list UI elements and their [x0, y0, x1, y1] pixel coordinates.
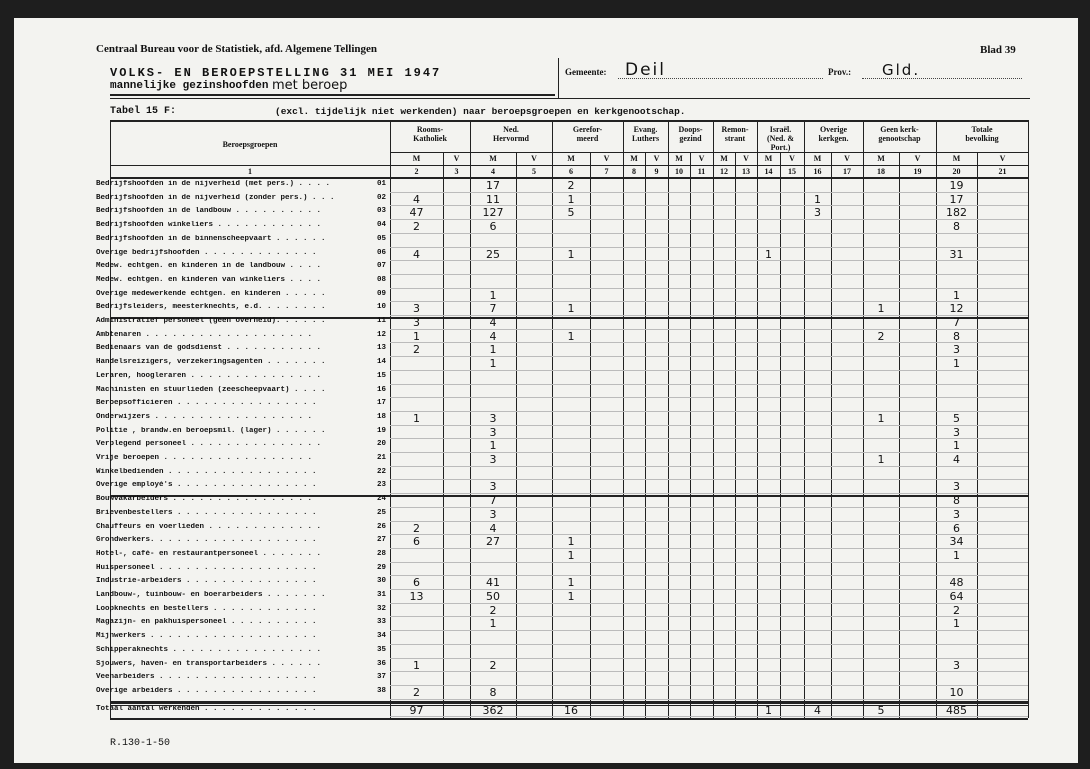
data-cell: 1 [567, 192, 575, 206]
row-number: 19 [376, 426, 386, 435]
row-label: Schipperaknechts . . . . . . . . . . . . . . . . . [96, 645, 322, 654]
sex-label: V [531, 154, 537, 163]
data-cell: 1 [567, 548, 575, 562]
row-number: 09 [376, 289, 386, 298]
row-label: Onderwijzers . . . . . . . . . . . . . . . . . . [96, 412, 313, 421]
row-label: Bedrijfshoofden in de landbouw . . . . . . . . . . [96, 207, 322, 216]
data-cell: 127 [482, 206, 504, 220]
row-label: Veenarbeiders . . . . . . . . . . . . . . . . . . [96, 673, 317, 682]
data-cell: 34 [949, 535, 964, 549]
row-number: 14 [376, 358, 386, 367]
row-number: 31 [376, 591, 386, 599]
column-number: 21 [998, 167, 1007, 176]
sex-label: V [743, 154, 749, 163]
row-label: Medew. echtgen. en kinderen van winkeliers . . . . [96, 275, 322, 284]
data-cell: 1 [567, 329, 575, 343]
column-group-header: Remon- strant [721, 125, 749, 143]
data-cell: 50 [486, 590, 500, 603]
data-cell: 1 [413, 658, 420, 672]
data-cell: 6 [413, 576, 420, 590]
row-rule [390, 397, 1028, 398]
row-label: Ambtenaren . . . . . . . . . . . . . . . . . . . [96, 330, 313, 339]
row-number: 32 [376, 604, 386, 613]
column-group-header: Geen kerk- genootschap [878, 125, 921, 143]
row-label: Brievenbestellers . . . . . . . . . . . . . . . . [96, 508, 317, 517]
handwritten-title: met beroep [272, 78, 348, 93]
data-cell: 48 [949, 576, 964, 590]
data-cell: 1 [413, 411, 420, 425]
data-cell: 3 [953, 480, 960, 494]
header-divider [558, 58, 559, 98]
data-cell: 3 [489, 453, 497, 466]
row-number: 18 [376, 412, 386, 421]
row-label: Bouwvakarbeiders . . . . . . . . . . . . . . . . [96, 495, 313, 504]
row-label: Mijnwerkers . . . . . . . . . . . . . . . . . . . [96, 632, 317, 641]
row-number: 30 [376, 577, 386, 586]
data-cell: 4 [814, 703, 821, 717]
column-group-header: Rooms- Katholiek [413, 125, 447, 143]
column-rule [645, 152, 646, 718]
data-cell: 3 [814, 206, 821, 220]
data-cell: 4 [413, 192, 420, 206]
row-label: Loopknechts en bestellers . . . . . . . . . . . . [96, 604, 317, 613]
row-label: Bedrijfshoofden in de nijverheid (zonder pers.) . . . [96, 193, 335, 202]
data-cell: 1 [953, 548, 960, 562]
row-number: 04 [376, 221, 386, 230]
data-cell: 97 [409, 703, 424, 717]
row-label: Magazijn- en pakhuispersoneel . . . . . . . . . . [96, 618, 317, 627]
data-cell: 6 [953, 521, 960, 535]
column-number: 20 [952, 167, 961, 176]
header-bottom-rule [110, 98, 1030, 99]
data-cell: 2 [413, 220, 420, 234]
column-rule [899, 152, 900, 718]
column-rule [590, 152, 591, 718]
row-label: Overige medewerkende echtgen. en kinderen . . . . . [96, 289, 326, 298]
data-cell: 182 [946, 206, 967, 220]
data-cell: 5 [877, 703, 885, 717]
data-cell: 8 [953, 494, 960, 508]
gemeente-label: Gemeente: [565, 67, 607, 77]
row-label: Beroepsofficieren . . . . . . . . . . . . . . . . [96, 399, 317, 408]
census-subtitle: mannelijke gezinshoofden [110, 80, 269, 92]
data-cell: 3 [413, 316, 420, 329]
data-cell: 4 [489, 329, 497, 343]
data-cell: 485 [946, 703, 967, 717]
sex-label: V [999, 154, 1006, 163]
column-group-header: Ned. Hervormd [493, 125, 529, 143]
data-cell: 11 [486, 192, 500, 206]
row-label: Bedrijfshoofden in de binnenscheepvaart . . . . . . [96, 234, 326, 243]
row-number: 25 [376, 508, 386, 517]
data-cell: 8 [489, 685, 497, 699]
bureau-title: Centraal Bureau voor de Statistiek, afd. Algemene Tellingen [96, 43, 378, 55]
column-number: 5 [532, 167, 536, 176]
column-rule [623, 120, 624, 718]
row-label: Bedienaars van de godsdienst . . . . . . . . . . . [96, 344, 322, 353]
data-cell: 19 [949, 179, 964, 192]
column-group-header: Overige kerkgen. [818, 125, 849, 143]
row-number: 23 [376, 481, 386, 490]
row-label: Overige arbeiders . . . . . . . . . . . . . . . . [96, 686, 317, 695]
data-cell: 3 [413, 302, 420, 316]
data-cell: 3 [489, 480, 497, 494]
column-rule [713, 120, 714, 718]
sex-label: M [952, 154, 961, 163]
row-number: 36 [376, 659, 386, 668]
row-rule [390, 562, 1028, 563]
column-number: 3 [454, 167, 459, 176]
row-label: Machinisten en stuurlieden (zeescheepvaart) . . . . [96, 385, 326, 394]
column-rule [516, 152, 517, 718]
data-cell: 1 [567, 576, 575, 590]
data-cell: 1 [953, 439, 960, 453]
data-cell: 1 [953, 617, 960, 631]
row-number: 01 [376, 180, 386, 188]
row-number: 38 [376, 686, 386, 695]
sex-label: M [720, 154, 728, 163]
column-number: 2 [414, 167, 419, 176]
data-cell: 6 [489, 220, 497, 234]
data-cell: 1 [765, 703, 772, 717]
data-cell: 3 [953, 507, 960, 521]
row-number: 28 [376, 549, 386, 558]
row-label: Industrie-arbeiders . . . . . . . . . . . . . . . [96, 577, 317, 586]
row-number: 03 [376, 207, 386, 216]
census-title: VOLKS- EN BEROEPSTELLING 31 MEI 1947 [110, 66, 442, 80]
row-number: 29 [376, 563, 386, 572]
row-label: Bedrijfshoofden in de nijverheid (met pers.) . . . . [96, 180, 331, 188]
data-cell: 12 [949, 302, 964, 316]
data-cell: 1 [489, 439, 497, 453]
row-number: 05 [376, 234, 386, 243]
data-cell: 7 [489, 494, 497, 508]
column-group-header: Evang. Luthers [631, 125, 660, 143]
column-number: 6 [569, 167, 573, 176]
data-cell: 1 [877, 411, 885, 425]
data-cell: 13 [409, 590, 424, 603]
table-top-rule [110, 120, 1028, 122]
data-cell: 362 [482, 703, 504, 717]
data-cell: 25 [486, 247, 500, 261]
data-cell: 2 [567, 179, 575, 192]
column-group-header: Totale bevolking [965, 125, 999, 143]
row-number: 34 [376, 632, 386, 641]
row-label: Chauffeurs en voerlieden . . . . . . . . . . . . . [96, 522, 322, 531]
table-subtitle: (excl. tijdelijk niet werkenden) naar beroepsgroepen en kerkgenootschap. [275, 106, 686, 117]
row-number: 20 [376, 440, 386, 449]
column-group-header: Israël. (Ned. & Port.) [766, 125, 795, 152]
data-cell: 2 [877, 329, 885, 343]
data-cell: 10 [949, 685, 964, 699]
column-number: 10 [675, 167, 683, 176]
row-label: Bedrijfsleiders, meesterknechts, e.d. . . . . . . . [96, 303, 326, 312]
row-label: Administratief personeel (geen overheid). . . . . . [96, 317, 326, 325]
row-number: 21 [376, 454, 386, 462]
data-cell: 17 [949, 192, 964, 206]
column-number: 7 [604, 167, 609, 176]
row-label: Bedrijfshoofden winkeliers . . . . . . . . . . . . [96, 221, 322, 230]
sex-row-rule [110, 165, 1028, 166]
column-number: 8 [632, 167, 636, 176]
row-label: Overige employé's . . . . . . . . . . . . . . . . [96, 481, 317, 490]
column-number: 9 [654, 167, 659, 176]
column-number: 13 [742, 167, 750, 176]
row-number: 13 [376, 344, 386, 353]
form-code: R.130-1-50 [110, 738, 171, 749]
prov-label: Prov.: [828, 67, 852, 77]
sex-label: M [630, 154, 638, 163]
data-cell: 4 [953, 453, 960, 466]
sex-label: V [603, 154, 610, 163]
row-label: Huispersoneel . . . . . . . . . . . . . . . . . . [96, 563, 317, 572]
column-number: 1 [248, 167, 252, 176]
data-cell: 4 [489, 316, 497, 329]
data-cell: 3 [953, 658, 960, 672]
data-cell: 4 [413, 247, 420, 261]
data-cell: 8 [953, 329, 960, 343]
data-cell: 5 [953, 411, 960, 425]
column-number: 15 [788, 167, 796, 176]
column-group-header: Doops- gezind [678, 125, 703, 143]
data-cell: 27 [486, 535, 500, 549]
row-number: 27 [376, 536, 386, 545]
table-bottom-rule [110, 718, 1028, 720]
data-cell: 3 [489, 507, 497, 521]
row-label: Overige bedrijfshoofden . . . . . . . . . . . . . [96, 248, 317, 257]
data-cell: 1 [413, 329, 420, 343]
row-number: 02 [376, 193, 386, 202]
column-number: 17 [843, 167, 851, 176]
data-cell: 1 [877, 302, 885, 316]
sex-label: V [698, 154, 705, 163]
column-rule [735, 152, 736, 718]
row-label: Winkelbedienden . . . . . . . . . . . . . . . . . [96, 467, 317, 476]
page-number: Blad 39 [980, 44, 1016, 56]
data-cell: 1 [765, 247, 772, 261]
column-number: 14 [764, 167, 773, 176]
data-cell: 7 [953, 316, 960, 329]
sex-label: M [877, 154, 885, 163]
prov-value: Gld. [882, 61, 921, 79]
data-cell: 2 [413, 685, 420, 699]
data-cell: 2 [413, 521, 420, 535]
data-cell: 8 [953, 220, 960, 234]
data-cell: 41 [486, 576, 500, 590]
sex-label: V [653, 154, 660, 163]
row-rule [390, 644, 1028, 645]
column-rule [668, 120, 669, 718]
row-number: 33 [376, 618, 386, 627]
row-label: Landbouw-, tuinbouw- en boerarbeiders . . . . . . . [96, 591, 326, 599]
data-cell: 5 [567, 206, 575, 220]
column-rule [831, 152, 832, 718]
column-number: 19 [913, 167, 922, 176]
column-rule [780, 152, 781, 718]
sex-label: M [567, 154, 575, 163]
row-label: Politie , brandw.en beroepsmil. (lager) . . . . . . [96, 426, 326, 435]
data-cell: 1 [814, 192, 821, 206]
row-number: 17 [376, 399, 386, 408]
row-rule [390, 384, 1028, 385]
data-cell: 4 [489, 521, 497, 535]
row-label: Hotel-, café- en restaurantpersoneel . . . . . . . [96, 549, 322, 558]
column-number: 16 [813, 167, 822, 176]
data-cell: 16 [564, 703, 578, 717]
row-number: 08 [376, 275, 386, 284]
column-number: 18 [877, 167, 885, 176]
data-cell: 3 [489, 425, 497, 439]
sex-label: V [844, 154, 850, 163]
data-cell: 3 [489, 411, 497, 425]
row-number: 26 [376, 522, 386, 531]
row-label: Vrije beroepen . . . . . . . . . . . . . . . . . [96, 454, 313, 462]
row-label: Grondwerkers. . . . . . . . . . . . . . . . . . . [96, 536, 317, 545]
column-rule [977, 152, 978, 718]
total-rule [110, 703, 1028, 706]
data-cell: 1 [953, 288, 960, 302]
row-label: Medew. echtgen. en kinderen in de landbouw . . . . [96, 262, 322, 271]
sex-label: M [764, 154, 773, 163]
row-label: Totaal aantal werkenden . . . . . . . . . . . . . [96, 704, 317, 713]
sex-label: V [453, 154, 460, 163]
column-rule [443, 152, 444, 718]
column-number: 11 [697, 167, 706, 176]
data-cell: 2 [413, 343, 420, 357]
prov-line [862, 78, 1022, 79]
row-number: 35 [376, 645, 386, 654]
row-number: 10 [376, 303, 386, 312]
data-cell: 1 [567, 590, 575, 603]
group-header-rule [390, 152, 1028, 153]
data-cell: 47 [409, 206, 424, 220]
data-cell: 1 [489, 617, 497, 631]
sex-label: M [813, 154, 822, 163]
sex-label: V [789, 154, 795, 163]
sex-label: V [914, 154, 921, 163]
data-cell: 31 [949, 247, 964, 261]
data-cell: 7 [489, 302, 497, 316]
row-number: 07 [376, 262, 386, 271]
data-cell: 2 [489, 658, 497, 672]
data-cell: 1 [953, 357, 960, 371]
sex-label: M [412, 154, 421, 163]
gemeente-line [618, 78, 823, 79]
data-cell: 17 [486, 179, 500, 192]
column-number: 12 [720, 167, 728, 176]
data-cell: 2 [489, 603, 497, 617]
column-number: 4 [491, 167, 495, 176]
data-cell: 64 [949, 590, 964, 603]
row-label: Leraren, hoogleraren . . . . . . . . . . . . . . . [96, 371, 322, 380]
data-cell: 2 [953, 603, 960, 617]
data-cell: 1 [489, 343, 497, 357]
data-cell: 3 [953, 343, 960, 357]
row-number: 24 [376, 495, 386, 504]
row-label: Verplegend personeel . . . . . . . . . . . . . . . [96, 440, 322, 449]
data-cell: 6 [413, 535, 420, 549]
row-number: 12 [376, 330, 386, 339]
row-label: Handelsreizigers, verzekeringsagenten . . . . . . . [96, 358, 326, 367]
row-number: 16 [376, 385, 386, 394]
row-number: 22 [376, 467, 386, 476]
row-number: 06 [376, 248, 386, 257]
beroepsgroepen-header: Beroepsgroepen [222, 140, 278, 149]
row-rule [390, 274, 1028, 275]
data-cell: 1 [489, 288, 497, 302]
data-cell: 1 [567, 302, 575, 316]
sex-label: M [675, 154, 683, 163]
row-number: 37 [376, 673, 386, 682]
data-cell: 3 [953, 425, 960, 439]
data-cell: 1 [489, 357, 497, 371]
row-number: 11 [376, 317, 386, 325]
tabel-label: Tabel 15 F: [110, 106, 177, 117]
gemeente-value: Deil [625, 60, 666, 80]
column-rule [690, 152, 691, 718]
column-rule [1028, 120, 1029, 718]
data-cell: 1 [877, 453, 885, 466]
row-label: Sjouwers, haven- en transportarbeiders . . . . . . [96, 659, 322, 668]
title-rule [110, 94, 555, 96]
column-group-header: Gerefor- meerd [572, 125, 603, 143]
data-cell: 1 [567, 247, 575, 261]
column-rule [757, 120, 758, 718]
row-number: 15 [376, 371, 386, 380]
data-cell: 1 [567, 535, 575, 549]
sex-label: M [489, 154, 497, 163]
